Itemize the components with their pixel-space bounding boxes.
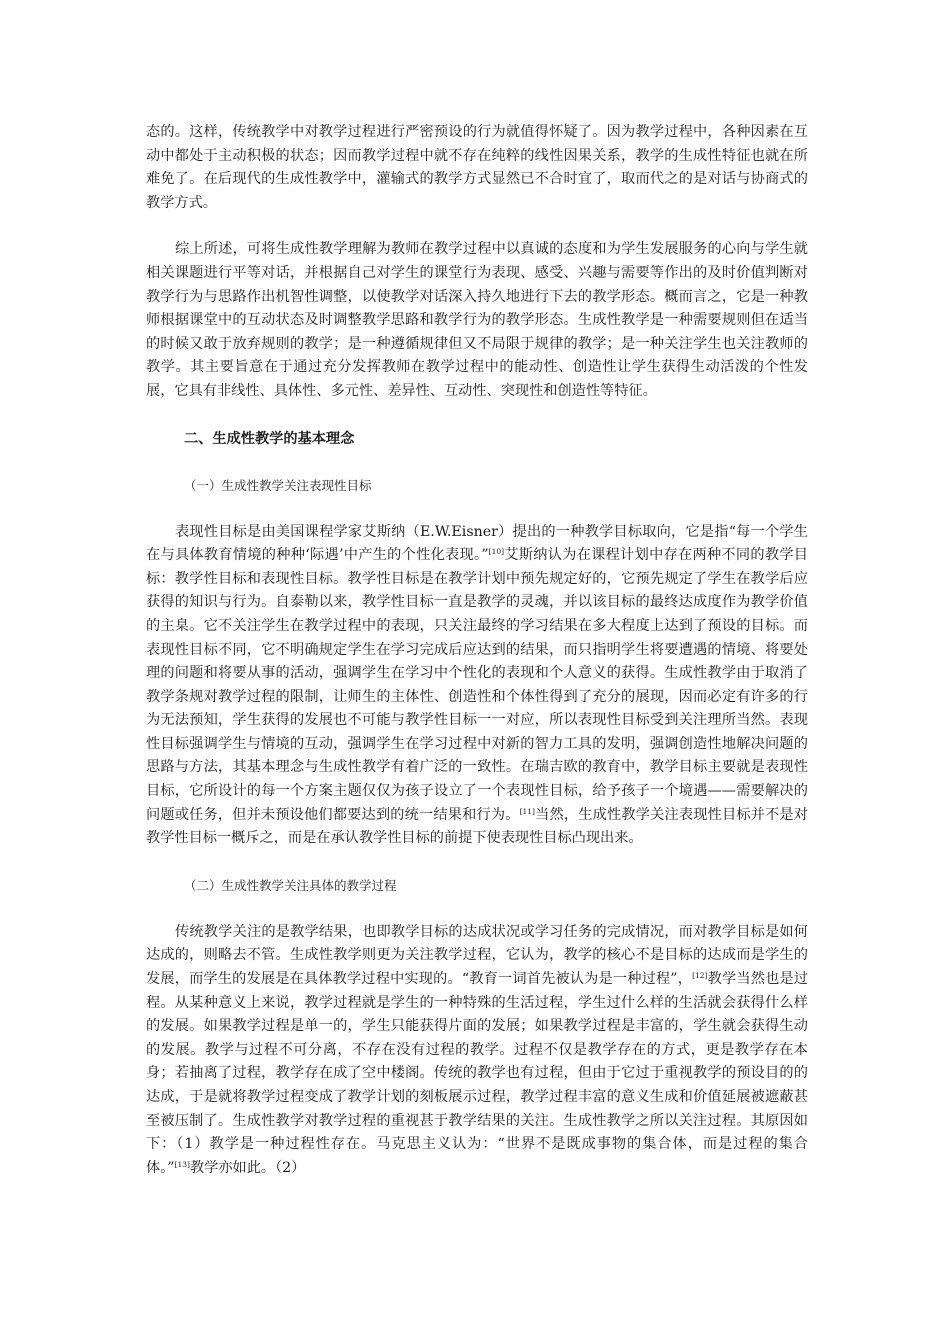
text-run: 教学当然也是过程。从某种意义上来说，教学过程就是学生的一种特殊的生活过程，学生过什么样的生活就会获得什么样的发展。如果教学过程是单一的，学生只能获得片面的发展；如果教学过程是丰富的，学生就会获得生动的发展。教学与过程不可分离，不存在没有过程的教学。过程不仅是教学存在的方式，更是教学存在本身；若抽离了过程，教学存在成了空中楼阁。传统的教学也有过程，但由于它过于重视教学的预设目的的达成，于是就将教学过程变成了教学计划的刻板展示过程，教学过程丰富的意义生成和价值延展被遮蔽甚至被压制了。生成性教学对教学过程的重视甚于教学结果的关注。生成性教学之所以关注过程。其原因如下：（1）教学是一种过程性存在。马克思主义认为：“世界不是既成事物的集合体，而是过程的集合体。” — [146, 971, 808, 1176]
section-heading: 二、生成性教学的基本理念 — [184, 430, 355, 447]
paragraph-teaching-process — [146, 921, 808, 1181]
text-run: 教学亦如此。（2） — [189, 1159, 306, 1176]
text-run: 表现性目标是由美国课程学家艾斯纳（E.W.Eisner）提出的一种教学目标取向，它是指“每一个学生在与具体教育情境的种种‘际遇’中产生的个性化表现。” — [146, 523, 808, 564]
paragraph-continuation: 态的。这样，传统教学中对教学过程进行严密预设的行为就值得怀疑了。因为教学过程中，各种因素在互动中都处于主动积极的状态；因而教学过程中就不存在纯粹的线性因果关系，教学的生成性特征也就在所难免了。在后现代的生成性教学中，灌输式的教学方式显然已不合时宜了，取而代之的是对话与协商式的教学方式。 — [146, 124, 808, 211]
citation-ref-13: [13] — [174, 1159, 190, 1169]
document-page — [146, 121, 808, 1180]
citation-ref-12: [12] — [692, 971, 708, 981]
paragraph-expressive-objectives — [146, 521, 808, 851]
paragraph-summary: 综上所述，可将生成性教学理解为教师在教学过程中以真诚的态度和为学生发展服务的心向与学生就相关课题进行平等对话，并根据自己对学生的课堂行为表现、感受、兴趣与需要等作出的及时价值判断对教学行为与思路作出机智性调整，以使教学对话深入持久地进行下去的教学形态。概而言之，它是一种教师根据课堂中的互动状态及时调整教学思路和教学行为的教学形态。生成性教学是一种需要规则但在适当的时候又敢于放弃规则的教学；是一种遵循规律但又不局限于规律的教学；是一种关注学生也关注教师的教学。其主要旨意在于通过充分发挥教师在教学过程中的能动性、创造性让学生获得生动活泼的个性发展，它具有非线性、具体性、多元性、差异性、互动性、突现性和创造性等特征。 — [146, 241, 808, 399]
text-run: 当然，生成性教学关注表现性目标并不是对教学性目标一概斥之，而是在承认教学性目标的前提下使表现性目标凸现出来。 — [146, 806, 808, 847]
citation-ref-11: [11] — [519, 806, 535, 816]
subsection-heading-1: （一）生成性教学关注表现性目标 — [184, 477, 372, 493]
citation-ref-10: [10] — [488, 547, 505, 557]
text-run: 传统教学关注的是教学结果，也即教学目标的达成状况或学习任务的完成情况，而对教学目标是如何达成的，则略去不管。生成性教学则更为关注教学过程，它认为，教学的核心不是目标的达成而是学生的发展，而学生的发展是在具体教学过程中实现的。“教育一词首先被认为是一种过程”， — [146, 923, 808, 988]
text-run: 艾斯纳认为在课程计划中存在两种不同的教学目标：教学性目标和表现性目标。教学性目标是在教学计划中预先规定好的，它预先规定了学生在教学后应获得的知识与行为。自泰勒以来，教学性目标一直是教学的灵魂，并以该目标的最终达成度作为教学价值的主臬。它不关注学生在教学过程中的表现，只关注最终的学习结果在多大程度上达到了预设的目标。而表现性目标不同，它不明确规定学生在学习完成后应达到的结果，而只指明学生将要遭遇的情境、将要处理的问题和将要从事的活动，强调学生在学习中个性化的表现和个人意义的获得。生成性教学由于取消了教学条规对教学过程的限制，让师生的主体性、创造性和个体性得到了充分的展现，因而必定有许多的行为无法预知，学生获得的发展也不可能与教学性目标一一对应，所以表现性目标受到关注理所当然。表现性目标强调学生与情境的互动，强调学生在学习过程中对新的智力工具的发明，强调创造性地解决问题的思路与方法，其基本理念与生成性教学有着广泛的一致性。在瑞吉欧的教育中，教学目标主要就是表现性目标，它所设计的每一个方案主题仅仅为孩子设立了一个表现性目标，给予孩子一个境遇——需要解决的问题或任务，但并未预设他们都要达到的统一结果和行为。 — [146, 547, 808, 823]
subsection-heading-2: （二）生成性教学关注具体的教学过程 — [184, 877, 397, 893]
